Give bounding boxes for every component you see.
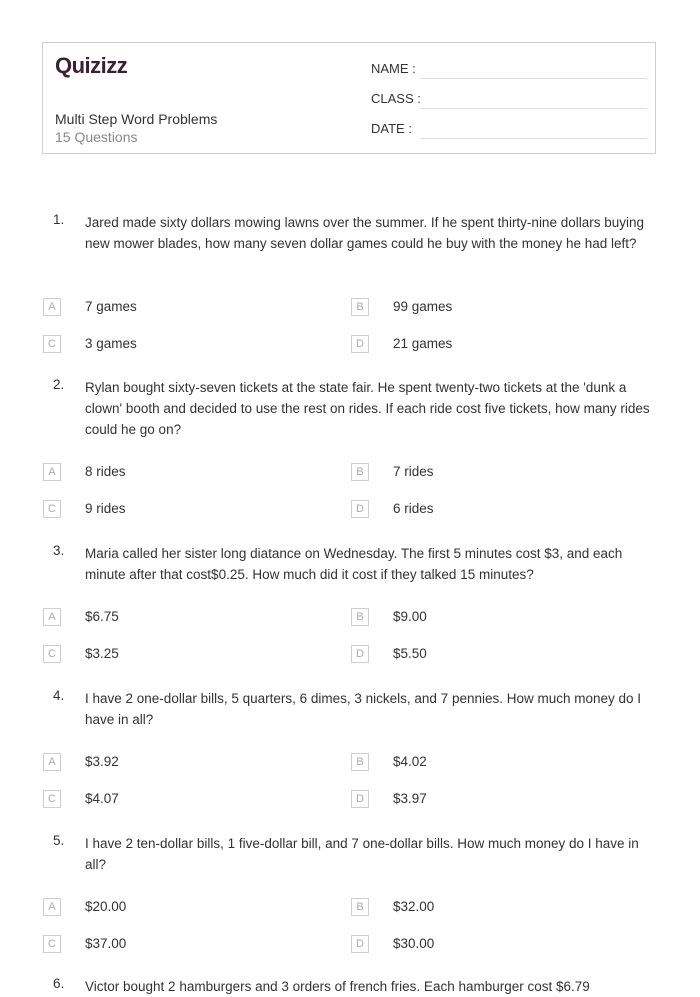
- option-text: $32.00: [393, 899, 435, 914]
- option-letter-box: A: [43, 463, 61, 481]
- name-label: NAME :: [371, 61, 416, 76]
- option-letter-box: D: [351, 645, 369, 663]
- question-text: I have 2 one-dollar bills, 5 quarters, 6 dimes, 3 nickels, and 7 pennies. How much money do I have in all?: [85, 691, 642, 727]
- question-text: Maria called her sister long diatance on Wednesday. The first 5 minutes cost $3, and each minute after that cost$0.25. How much did it cost if they talked 15 minutes?: [85, 546, 623, 582]
- option-text: $3.25: [85, 646, 119, 661]
- question-number: 3.: [53, 543, 65, 558]
- option-letter-box: B: [351, 753, 369, 771]
- option-letter-box: B: [351, 608, 369, 626]
- option-letter-box: B: [351, 298, 369, 316]
- option-letter-box: A: [43, 608, 61, 626]
- option-text: $4.07: [85, 791, 119, 806]
- option-text: 9 rides: [85, 501, 126, 516]
- option-letter-box: C: [43, 935, 61, 953]
- class-label: CLASS :: [371, 91, 421, 106]
- question-number: 4.: [53, 688, 65, 703]
- option-letter-box: B: [351, 463, 369, 481]
- quizizz-logo: Quizizz: [55, 53, 128, 78]
- class-line[interactable]: [421, 108, 647, 109]
- option-text: 99 games: [393, 299, 453, 314]
- question-count: 15 Questions: [55, 129, 138, 145]
- option-text: 6 rides: [393, 501, 434, 516]
- question-number: 1.: [53, 212, 65, 227]
- option-text: $9.00: [393, 609, 427, 624]
- class-field[interactable]: [371, 89, 647, 109]
- option-letter-box: B: [351, 898, 369, 916]
- option-text: 8 rides: [85, 464, 126, 479]
- option-text: $5.50: [393, 646, 427, 661]
- option-text: 21 games: [393, 336, 453, 351]
- option-text: $3.97: [393, 791, 427, 806]
- option-letter-box: D: [351, 935, 369, 953]
- question-text: Rylan bought sixty-seven tickets at the state fair. He spent twenty-two tickets at the 'dunk a clown' booth and decided to use the rest on rides. If each ride cost five tickets, how many rides could he go on?: [85, 380, 650, 437]
- option-text: 7 rides: [393, 464, 434, 479]
- worksheet-header: [42, 42, 656, 154]
- option-text: 3 games: [85, 336, 137, 351]
- option-letter-box: A: [43, 898, 61, 916]
- worksheet-title: Multi Step Word Problems: [55, 111, 218, 127]
- option-letter-box: C: [43, 500, 61, 518]
- question-number: 5.: [53, 833, 65, 848]
- option-letter-box: A: [43, 753, 61, 771]
- question-number: 6.: [53, 976, 65, 991]
- option-letter-box: C: [43, 335, 61, 353]
- option-letter-box: A: [43, 298, 61, 316]
- question-text: Victor bought 2 hamburgers and 3 orders of french fries. Each hamburger cost $6.79: [85, 979, 590, 994]
- option-text: $37.00: [85, 936, 127, 951]
- option-letter-box: D: [351, 790, 369, 808]
- date-line[interactable]: [421, 138, 647, 139]
- name-line[interactable]: [421, 78, 647, 79]
- option-text: $20.00: [85, 899, 127, 914]
- date-field[interactable]: [371, 119, 647, 139]
- option-letter-box: C: [43, 645, 61, 663]
- option-text: 7 games: [85, 299, 137, 314]
- date-label: DATE :: [371, 121, 412, 136]
- option-letter-box: D: [351, 335, 369, 353]
- option-letter-box: C: [43, 790, 61, 808]
- option-letter-box: D: [351, 500, 369, 518]
- question-text: Jared made sixty dollars mowing lawns over the summer. If he spent thirty-nine dollars buying new mower blades, how many seven dollar games could he buy with the money he had left?: [85, 215, 645, 251]
- question-text: I have 2 ten-dollar bills, 1 five-dollar bill, and 7 one-dollar bills. How much money do I have in all?: [85, 836, 639, 872]
- option-text: $4.02: [393, 754, 427, 769]
- option-text: $3.92: [85, 754, 119, 769]
- option-text: $30.00: [393, 936, 435, 951]
- name-field[interactable]: [371, 59, 647, 79]
- option-text: $6.75: [85, 609, 119, 624]
- question-number: 2.: [53, 377, 65, 392]
